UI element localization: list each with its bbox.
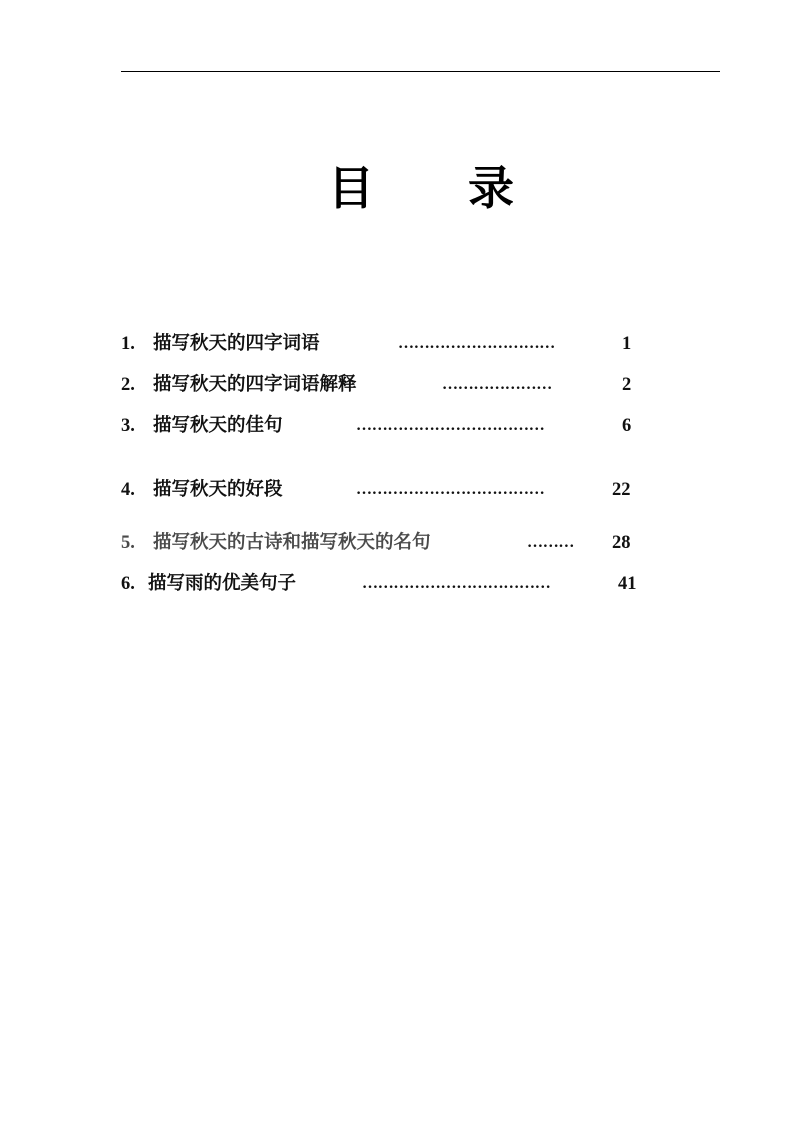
toc-entry-label: 描写雨的优美句子	[148, 573, 297, 594]
toc-page-number: 1	[622, 334, 632, 354]
toc-entry-label: 描写秋天的四字词语	[153, 333, 320, 354]
toc-entry-number: 2.	[121, 375, 135, 395]
toc-leader-dots: …………………	[442, 376, 552, 393]
toc-page-number: 22	[612, 480, 631, 500]
toc-entry-1[interactable]	[0, 330, 793, 358]
toc-entry-6[interactable]	[0, 570, 793, 598]
toc-entry-number: 6.	[121, 574, 135, 594]
toc-leader-dots: ………	[527, 534, 575, 551]
title-char-2: 录	[468, 161, 514, 215]
toc-page-number: 28	[612, 533, 631, 553]
toc-entry-label: 描写秋天的佳句	[153, 415, 283, 436]
toc-leader-dots: ………………………………	[356, 481, 545, 498]
page-title	[0, 160, 793, 220]
toc-entry-label: 描写秋天的古诗和描写秋天的名句	[153, 532, 431, 553]
header-rule	[121, 71, 720, 72]
toc-page-number: 2	[622, 375, 632, 395]
toc-entry-number: 5.	[121, 533, 135, 553]
toc-entry-3[interactable]	[0, 412, 793, 440]
toc-entry-label: 描写秋天的四字词语解释	[153, 374, 357, 395]
toc-entry-number: 3.	[121, 416, 135, 436]
toc-entry-number: 4.	[121, 480, 135, 500]
toc-entry-number: 1.	[121, 334, 135, 354]
toc-leader-dots: ………………………………	[362, 575, 551, 592]
title-char-1: 目	[328, 161, 374, 215]
toc-page-number: 41	[618, 574, 637, 594]
toc-leader-dots: …………………………	[398, 335, 556, 352]
toc-page-number: 6	[622, 416, 632, 436]
toc-entry-5[interactable]	[0, 529, 793, 557]
toc-entry-label: 描写秋天的好段	[153, 479, 283, 500]
toc-entry-2[interactable]	[0, 371, 793, 399]
toc-leader-dots: ………………………………	[356, 417, 545, 434]
toc-entry-4[interactable]	[0, 476, 793, 504]
